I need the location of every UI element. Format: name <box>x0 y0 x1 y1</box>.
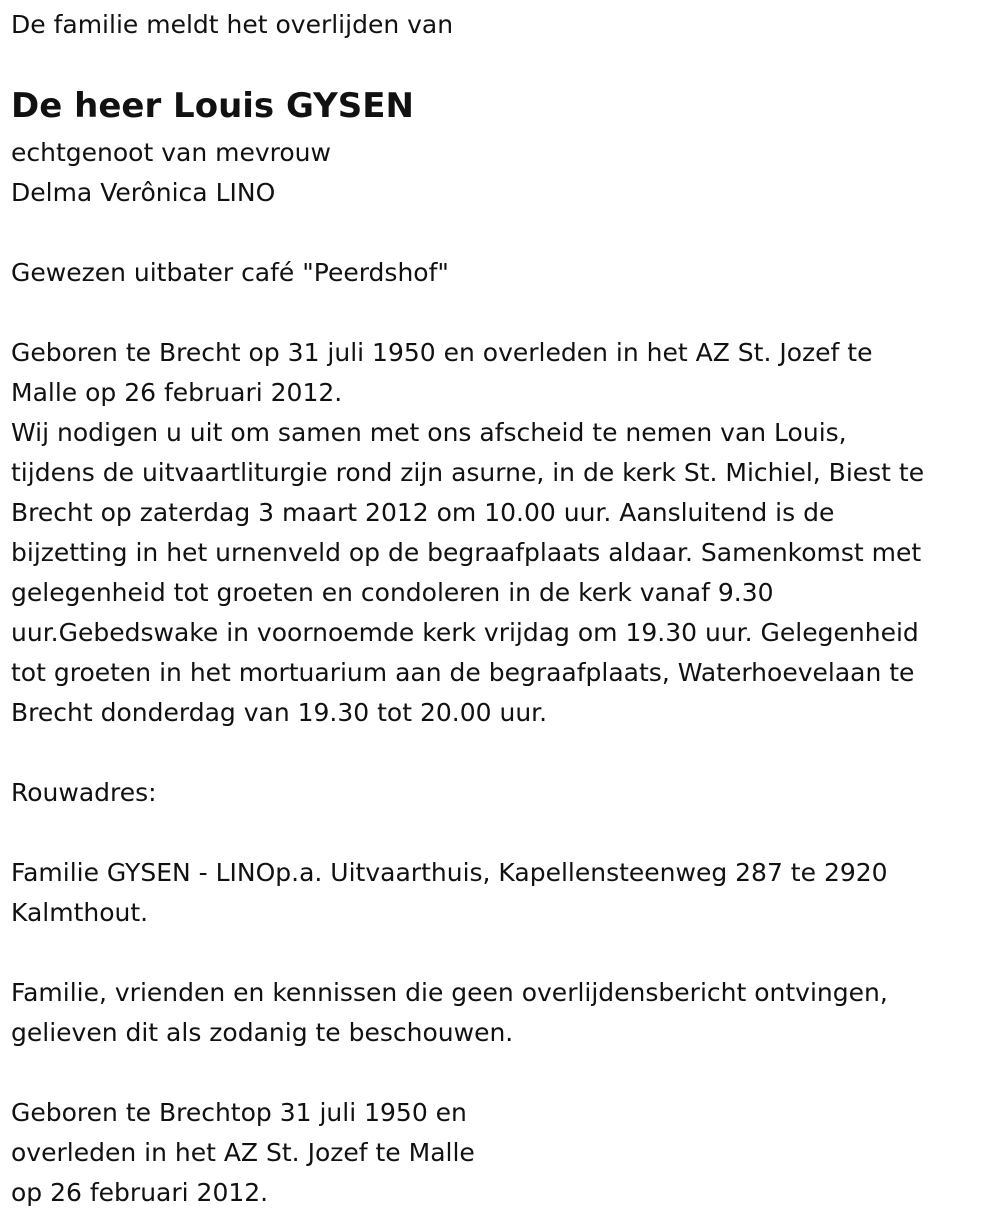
text-line: op 26 februari 2012. <box>11 1178 269 1207</box>
spouse-text <box>11 133 331 213</box>
text-line: overleden in het AZ St. Jozef te Malle <box>11 1138 475 1167</box>
text-line: tot groeten in het mortuarium aan de begraafplaats, Waterhoevelaan te <box>11 658 915 687</box>
footer-text <box>11 1093 475 1213</box>
text-line: Geboren te Brecht op 31 juli 1950 en overleden in het AZ St. Jozef te <box>11 338 873 367</box>
text-line: uur.Gebedswake in voornoemde kerk vrijdag om 19.30 uur. Gelegenheid <box>11 618 919 647</box>
spouse-line: Delma Verônica LINO <box>11 178 276 207</box>
occupation-text: Gewezen uitbater café "Peerdshof" <box>11 258 449 287</box>
text-line: Kalmthout. <box>11 898 149 927</box>
notice-text <box>11 973 888 1053</box>
text-line: gelieven dit als zodanig te beschouwen. <box>11 1018 514 1047</box>
intro-text: De familie meldt het overlijden van <box>11 10 454 39</box>
text-line: tijdens de uitvaartliturgie rond zijn asurne, in de kerk St. Michiel, Biest te <box>11 458 925 487</box>
text-line: Wij nodigen u uit om samen met ons afscheid te nemen van Louis, <box>11 418 847 447</box>
text-line: Brecht op zaterdag 3 maart 2012 om 10.00 uur. Aansluitend is de <box>11 498 835 527</box>
address-label: Rouwadres: <box>11 778 157 807</box>
address-text <box>11 853 888 933</box>
spouse-line: echtgenoot van mevrouw <box>11 138 331 167</box>
main-text <box>11 333 924 733</box>
text-line: Geboren te Brechtop 31 juli 1950 en <box>11 1098 467 1127</box>
text-line: gelegenheid tot groeten en condoleren in de kerk vanaf 9.30 <box>11 578 774 607</box>
text-line: Malle op 26 februari 2012. <box>11 378 343 407</box>
text-line: Familie GYSEN - LINOp.a. Uitvaarthuis, Kapellensteenweg 287 te 2920 <box>11 858 888 887</box>
text-line: bijzetting in het urnenveld op de begraafplaats aldaar. Samenkomst met <box>11 538 922 567</box>
text-line: Familie, vrienden en kennissen die geen overlijdensbericht ontvingen, <box>11 978 888 1007</box>
deceased-name: De heer Louis GYSEN <box>11 86 414 126</box>
text-line: Brecht donderdag van 19.30 tot 20.00 uur. <box>11 698 548 727</box>
